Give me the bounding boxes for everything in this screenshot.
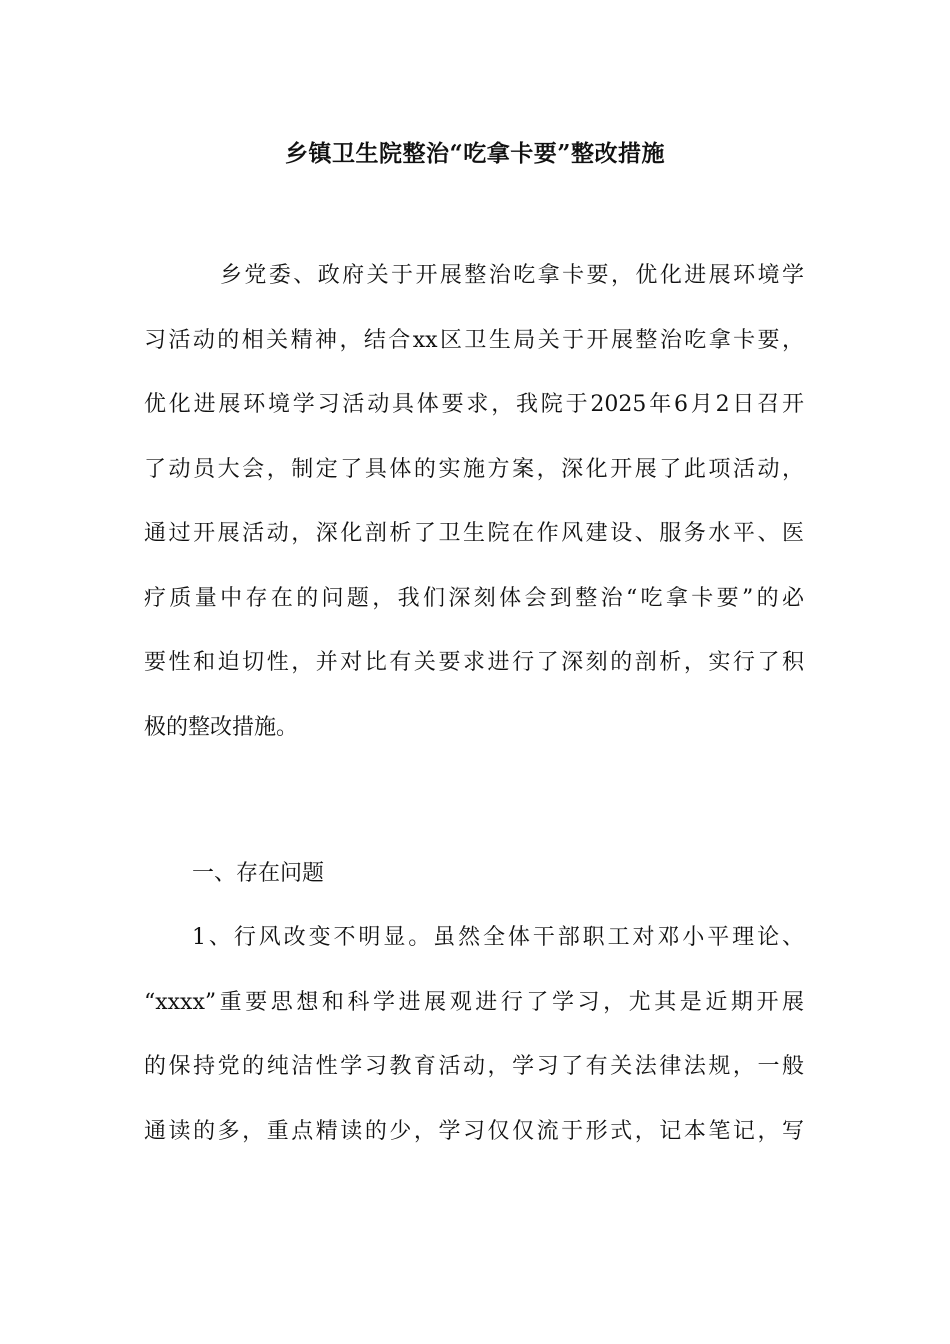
paragraph-line: 极的整改措施。 (144, 714, 299, 740)
paragraph-line: 通过开展活动，深化剖析了卫生院在作风建设、服务水平、医 (144, 521, 804, 546)
document-title: 乡镇卫生院整治“吃拿卡要”整改措施 (285, 140, 665, 167)
paragraph-line: “xxxx”重要思想和科学进展观进行了学习，尤其是近期开展 (144, 989, 804, 1015)
problem-paragraph (144, 906, 804, 1164)
paragraph-line: 的保持党的纯洁性学习教育活动，学习了有关法律法规，一般 (144, 1054, 804, 1079)
paragraph-line: 了动员大会，制定了具体的实施方案，深化开展了此项活动， (144, 456, 804, 482)
section-heading-text: 一、存在问题 (192, 861, 325, 886)
paragraph-line: 习活动的相关精神，结合xx区卫生局关于开展整治吃拿卡要， (144, 327, 804, 353)
paragraph-line: 通读的多，重点精读的少，学习仅仅流于形式，记本笔记，写 (144, 1118, 804, 1144)
section-heading (144, 842, 804, 907)
paragraph-line: 疗质量中存在的问题，我们深刻体会到整治“吃拿卡要”的必 (144, 585, 804, 611)
paragraph-line: 优化进展环境学习活动具体要求，我院于2025年6月2日召开 (144, 392, 804, 417)
paragraph-line: 要性和迫切性，并对比有关要求进行了深刻的剖析，实行了积 (144, 650, 804, 675)
intro-paragraph (144, 244, 804, 760)
paragraph-line: 乡党委、政府关于开展整治吃拿卡要，优化进展环境学 (220, 263, 804, 288)
paragraph-line: 1、行风改变不明显。虽然全体干部职工对邓小平理论、 (192, 925, 804, 950)
